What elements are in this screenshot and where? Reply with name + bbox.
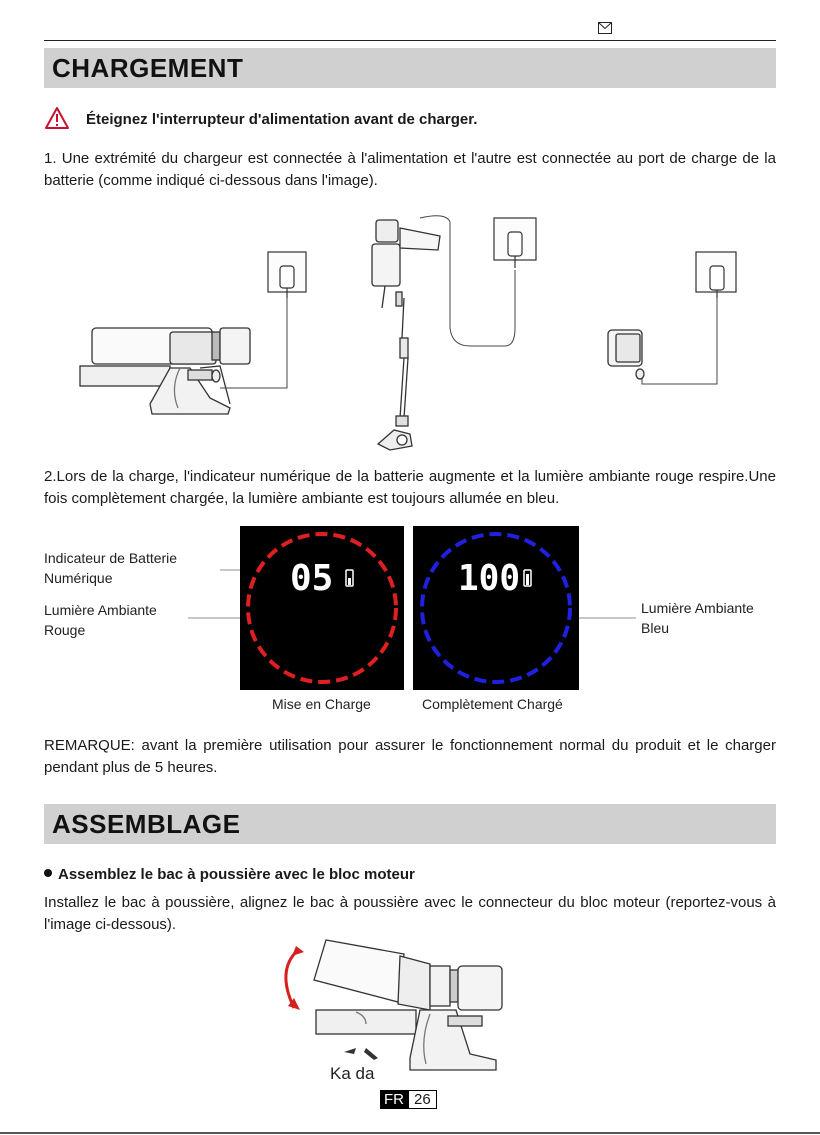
display-panel-charging — [240, 526, 404, 690]
section-title-charging: CHARGEMENT — [52, 53, 244, 83]
bullet-icon — [44, 869, 52, 877]
footer-rule — [0, 1132, 820, 1134]
assembly-instruction: Installez le bac à poussière, alignez le bac à poussière avec le connecteur du bloc moteur (reportez-vous à l'image ci-dessous). — [44, 894, 776, 933]
wall-socket-icon — [494, 218, 536, 268]
battery-pack-drawing — [608, 330, 644, 379]
warning-icon — [44, 106, 70, 130]
note-text: REMARQUE: avant la première utilisation pour assurer le fonctionnement normal du produit et le charger pendant plus de 5 heures. — [44, 737, 776, 776]
vacuum-on-stand-drawing — [80, 328, 250, 414]
assembly-bullet-title: Assemblez le bac à poussière avec le bloc moteur — [58, 866, 415, 883]
wall-socket-icon — [696, 252, 736, 298]
caption-charging: Mise en Charge — [272, 696, 371, 712]
click-sound-label: Ka da — [330, 1064, 375, 1083]
assembly-bullet — [44, 866, 415, 883]
assembly-illustration — [270, 930, 520, 1080]
page-number: 26 — [408, 1090, 437, 1109]
wall-socket-icon — [268, 252, 306, 298]
section-title-assembly: ASSEMBLAGE — [52, 809, 241, 839]
display-digits-full: 100 — [458, 558, 520, 599]
label-red-light: Lumière Ambiante Rouge — [44, 602, 157, 638]
stick-vacuum-drawing — [372, 220, 440, 450]
section-banner-charging — [44, 48, 776, 88]
display-panel-full — [413, 526, 579, 690]
display-panels — [0, 520, 820, 700]
label-blue-light: Lumière Ambiante Bleu — [641, 600, 754, 636]
warning-text: Éteignez l'interrupteur d'alimentation avant de charger. — [86, 111, 478, 128]
page-lang: FR — [380, 1090, 408, 1109]
header-rule — [44, 40, 776, 41]
label-battery-indicator: Indicateur de Batterie Numérique — [44, 550, 178, 586]
display-digits-charging: 05 — [290, 558, 334, 599]
rotate-arrow-icon — [286, 950, 298, 1008]
mail-icon — [598, 22, 612, 34]
step-1-text: 1. Une extrémité du chargeur est connectée à l'alimentation et l'autre est connectée au port de charge de la batterie (comme indiqué ci-dessous dans l'image). — [44, 150, 776, 189]
page-number-badge — [380, 1090, 437, 1108]
step-2-text: 2.Lors de la charge, l'indicateur numérique de la batterie augmente et la lumière ambiante rouge respire.Une fois complètement chargée, la lumière ambiante est toujours allumée en bleu. — [44, 468, 776, 507]
section-banner-assembly — [44, 804, 776, 844]
charging-illustration — [70, 208, 760, 460]
caption-fully-charged: Complètement Chargé — [422, 696, 563, 712]
